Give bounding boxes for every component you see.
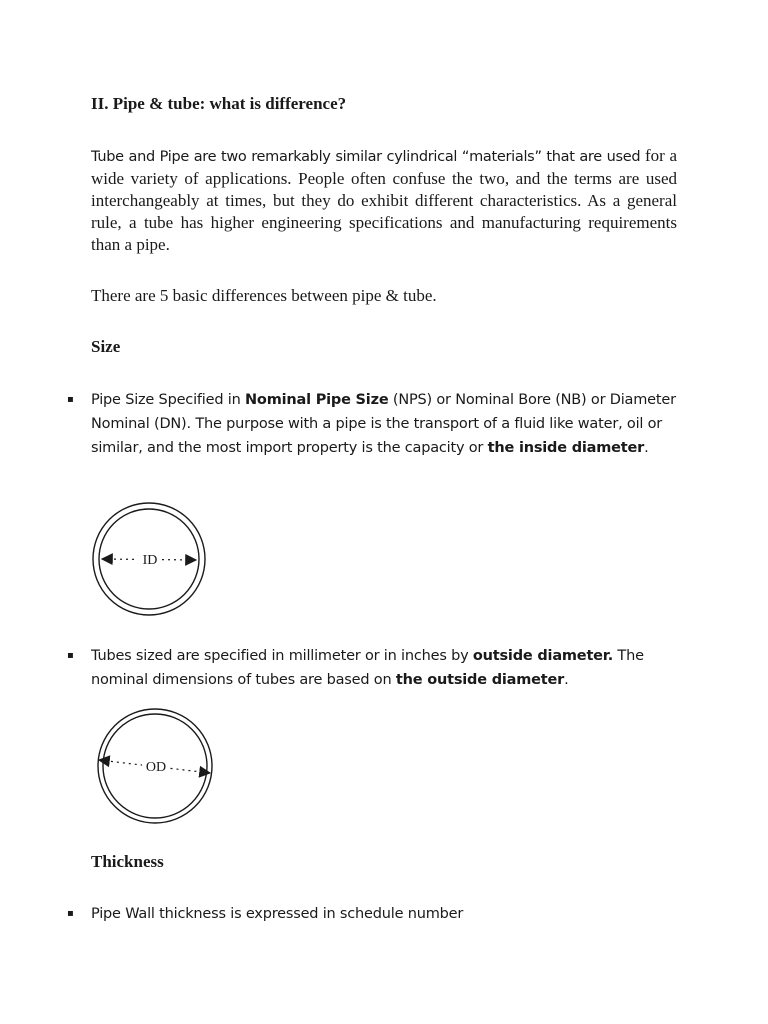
basic-differences-paragraph: There are 5 basic differences between pipe & tube. bbox=[91, 286, 437, 305]
bullet-tube-size bbox=[67, 644, 687, 692]
bullet-wall-thickness bbox=[67, 902, 687, 926]
bullet-pipe-size-text bbox=[91, 388, 687, 460]
text-run: The nominal dimensions of tubes are based on bbox=[91, 648, 644, 688]
bold-run: the inside diameter bbox=[487, 440, 645, 456]
thickness-heading: Thickness bbox=[91, 852, 164, 871]
intro-body-text: for a wide variety of applications. People often confuse the two, and the terms are used interchangeably at times, but they do exhibit different characteristics. As a general rule, a tube has higher engineering specifications and manufacturing requirements than a pipe. bbox=[91, 146, 678, 254]
bold-run: outside diameter. bbox=[472, 648, 614, 664]
bullet-pipe-size bbox=[67, 388, 687, 460]
outside-diameter-diagram bbox=[94, 706, 218, 828]
od-label: OD bbox=[145, 760, 167, 775]
text-run: . bbox=[644, 440, 649, 456]
size-heading: Size bbox=[91, 337, 121, 356]
text-run: Pipe Size Specified in bbox=[91, 392, 245, 408]
section-heading: II. Pipe & tube: what is difference? bbox=[91, 94, 347, 113]
bullet-tube-size-text bbox=[91, 644, 687, 692]
id-label: ID bbox=[142, 553, 158, 568]
bold-run: Nominal Pipe Size bbox=[245, 392, 389, 408]
intro-paragraph bbox=[91, 145, 677, 256]
intro-lead-text: Tube and Pipe are two remarkably similar cylindrical “materials” that are used bbox=[91, 149, 641, 165]
inside-diameter-diagram bbox=[88, 500, 212, 620]
bullet-marker: ▪ bbox=[67, 908, 74, 919]
text-run: . bbox=[564, 672, 569, 688]
bullet-wall-thickness-text: Pipe Wall thickness is expressed in schedule number bbox=[91, 906, 464, 922]
text-run: (NPS) or Nominal Bore (NB) or Diameter Nominal (DN). The purpose with a pipe is the transport of a fluid like water, oil or similar, and the most import property is the capacity or bbox=[91, 392, 676, 456]
text-run: Tubes sized are specified in millimeter or in inches by bbox=[91, 648, 473, 664]
bullet-marker: ▪ bbox=[67, 394, 74, 405]
bold-run: the outside diameter bbox=[395, 672, 565, 688]
bullet-marker: ▪ bbox=[67, 650, 74, 661]
